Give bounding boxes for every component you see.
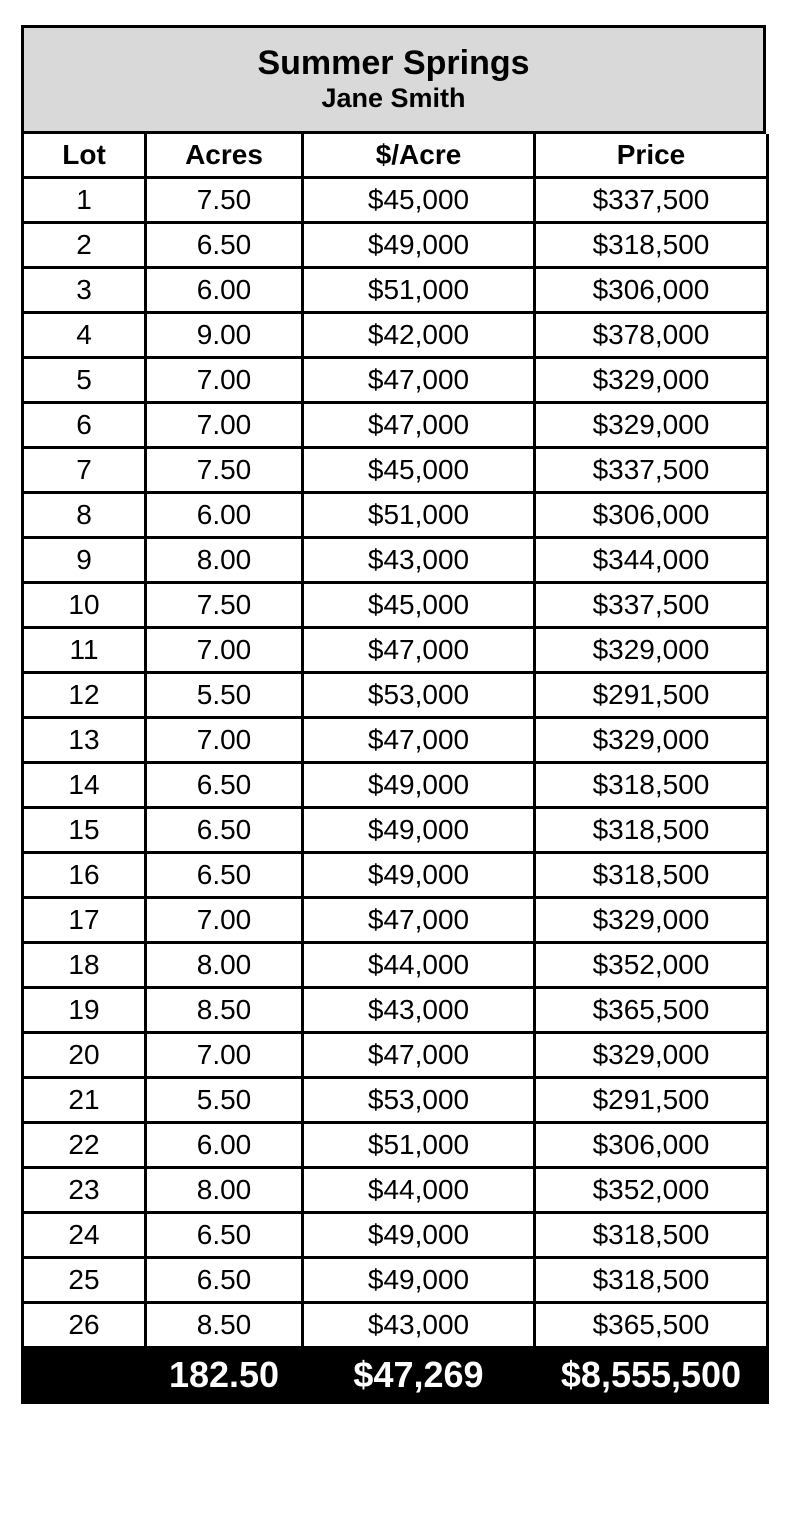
cell-lot: 13	[23, 718, 146, 763]
cell-lot: 10	[23, 583, 146, 628]
table-row	[23, 1258, 768, 1303]
lot-table	[21, 134, 769, 1404]
table-row	[23, 1123, 768, 1168]
table-row	[23, 1168, 768, 1213]
cell-price: $329,000	[535, 1033, 768, 1078]
cell-lot: 9	[23, 538, 146, 583]
cell-acres: 8.50	[146, 1303, 303, 1348]
cell-lot: 18	[23, 943, 146, 988]
cell-per-acre: $49,000	[303, 1213, 535, 1258]
cell-price: $344,000	[535, 538, 768, 583]
cell-per-acre: $47,000	[303, 898, 535, 943]
table-row	[23, 268, 768, 313]
cell-acres: 7.50	[146, 583, 303, 628]
cell-lot: 20	[23, 1033, 146, 1078]
cell-per-acre: $49,000	[303, 223, 535, 268]
total-lot	[23, 1348, 146, 1403]
table-row	[23, 988, 768, 1033]
cell-price: $365,500	[535, 988, 768, 1033]
cell-lot: 25	[23, 1258, 146, 1303]
cell-price: $318,500	[535, 763, 768, 808]
cell-lot: 5	[23, 358, 146, 403]
header-acres: Acres	[146, 134, 303, 178]
cell-per-acre: $45,000	[303, 583, 535, 628]
cell-per-acre: $49,000	[303, 853, 535, 898]
cell-acres: 7.00	[146, 358, 303, 403]
cell-price: $306,000	[535, 1123, 768, 1168]
table-row	[23, 943, 768, 988]
cell-price: $378,000	[535, 313, 768, 358]
cell-per-acre: $42,000	[303, 313, 535, 358]
cell-per-acre: $47,000	[303, 358, 535, 403]
header-per-acre: $/Acre	[303, 134, 535, 178]
table-row	[23, 1078, 768, 1123]
cell-acres: 7.00	[146, 898, 303, 943]
cell-per-acre: $53,000	[303, 673, 535, 718]
cell-acres: 8.00	[146, 538, 303, 583]
cell-acres: 7.50	[146, 178, 303, 223]
cell-per-acre: $47,000	[303, 628, 535, 673]
table-row	[23, 808, 768, 853]
cell-acres: 9.00	[146, 313, 303, 358]
cell-price: $337,500	[535, 448, 768, 493]
cell-per-acre: $51,000	[303, 1123, 535, 1168]
cell-per-acre: $49,000	[303, 808, 535, 853]
cell-acres: 7.00	[146, 718, 303, 763]
cell-per-acre: $49,000	[303, 763, 535, 808]
cell-price: $365,500	[535, 1303, 768, 1348]
cell-acres: 7.00	[146, 1033, 303, 1078]
cell-price: $318,500	[535, 853, 768, 898]
table-row	[23, 403, 768, 448]
cell-per-acre: $44,000	[303, 943, 535, 988]
cell-lot: 11	[23, 628, 146, 673]
page-title: Summer Springs	[257, 44, 530, 82]
cell-acres: 6.00	[146, 1123, 303, 1168]
cell-acres: 6.50	[146, 1213, 303, 1258]
cell-lot: 15	[23, 808, 146, 853]
cell-price: $337,500	[535, 178, 768, 223]
cell-lot: 23	[23, 1168, 146, 1213]
price-sheet	[21, 25, 766, 1404]
table-row	[23, 178, 768, 223]
cell-per-acre: $47,000	[303, 718, 535, 763]
cell-lot: 21	[23, 1078, 146, 1123]
cell-price: $318,500	[535, 808, 768, 853]
cell-per-acre: $47,000	[303, 1033, 535, 1078]
cell-price: $318,500	[535, 1258, 768, 1303]
header-price: Price	[535, 134, 768, 178]
cell-price: $352,000	[535, 1168, 768, 1213]
table-row	[23, 628, 768, 673]
cell-price: $318,500	[535, 1213, 768, 1258]
cell-price: $306,000	[535, 493, 768, 538]
cell-lot: 19	[23, 988, 146, 1033]
cell-price: $329,000	[535, 718, 768, 763]
cell-price: $318,500	[535, 223, 768, 268]
table-row	[23, 853, 768, 898]
cell-lot: 4	[23, 313, 146, 358]
title-block	[21, 25, 766, 134]
cell-acres: 6.00	[146, 268, 303, 313]
cell-per-acre: $53,000	[303, 1078, 535, 1123]
cell-lot: 17	[23, 898, 146, 943]
table-row	[23, 538, 768, 583]
cell-lot: 6	[23, 403, 146, 448]
cell-acres: 6.50	[146, 763, 303, 808]
table-row	[23, 1033, 768, 1078]
cell-lot: 16	[23, 853, 146, 898]
cell-price: $329,000	[535, 358, 768, 403]
cell-per-acre: $43,000	[303, 988, 535, 1033]
cell-price: $291,500	[535, 673, 768, 718]
table-row	[23, 1213, 768, 1258]
cell-lot: 8	[23, 493, 146, 538]
cell-per-acre: $45,000	[303, 178, 535, 223]
cell-acres: 6.50	[146, 223, 303, 268]
cell-per-acre: $43,000	[303, 1303, 535, 1348]
cell-price: $291,500	[535, 1078, 768, 1123]
total-acres: 182.50	[146, 1348, 303, 1403]
header-row	[23, 134, 768, 178]
cell-acres: 5.50	[146, 1078, 303, 1123]
table-row	[23, 763, 768, 808]
cell-acres: 7.00	[146, 628, 303, 673]
table-row	[23, 718, 768, 763]
cell-price: $337,500	[535, 583, 768, 628]
cell-price: $329,000	[535, 898, 768, 943]
table-row	[23, 358, 768, 403]
cell-lot: 24	[23, 1213, 146, 1258]
cell-per-acre: $51,000	[303, 493, 535, 538]
totals-row	[23, 1348, 768, 1403]
cell-price: $306,000	[535, 268, 768, 313]
cell-per-acre: $43,000	[303, 538, 535, 583]
table-row	[23, 313, 768, 358]
cell-per-acre: $51,000	[303, 268, 535, 313]
table-row	[23, 223, 768, 268]
cell-lot: 22	[23, 1123, 146, 1168]
cell-price: $329,000	[535, 403, 768, 448]
cell-acres: 7.00	[146, 403, 303, 448]
table-row	[23, 493, 768, 538]
cell-per-acre: $47,000	[303, 403, 535, 448]
cell-acres: 6.00	[146, 493, 303, 538]
cell-lot: 12	[23, 673, 146, 718]
cell-price: $352,000	[535, 943, 768, 988]
total-price: $8,555,500	[535, 1348, 768, 1403]
table-row	[23, 1303, 768, 1348]
cell-lot: 1	[23, 178, 146, 223]
cell-per-acre: $44,000	[303, 1168, 535, 1213]
cell-lot: 26	[23, 1303, 146, 1348]
table-row	[23, 448, 768, 493]
cell-acres: 8.00	[146, 1168, 303, 1213]
cell-acres: 8.50	[146, 988, 303, 1033]
total-per-acre: $47,269	[303, 1348, 535, 1403]
table-row	[23, 898, 768, 943]
cell-acres: 5.50	[146, 673, 303, 718]
cell-per-acre: $45,000	[303, 448, 535, 493]
cell-acres: 7.50	[146, 448, 303, 493]
cell-acres: 6.50	[146, 808, 303, 853]
cell-per-acre: $49,000	[303, 1258, 535, 1303]
cell-acres: 6.50	[146, 1258, 303, 1303]
cell-lot: 7	[23, 448, 146, 493]
cell-lot: 2	[23, 223, 146, 268]
cell-price: $329,000	[535, 628, 768, 673]
header-lot: Lot	[23, 134, 146, 178]
cell-acres: 6.50	[146, 853, 303, 898]
table-row	[23, 583, 768, 628]
page-subtitle: Jane Smith	[321, 83, 466, 113]
cell-acres: 8.00	[146, 943, 303, 988]
table-row	[23, 673, 768, 718]
cell-lot: 14	[23, 763, 146, 808]
cell-lot: 3	[23, 268, 146, 313]
